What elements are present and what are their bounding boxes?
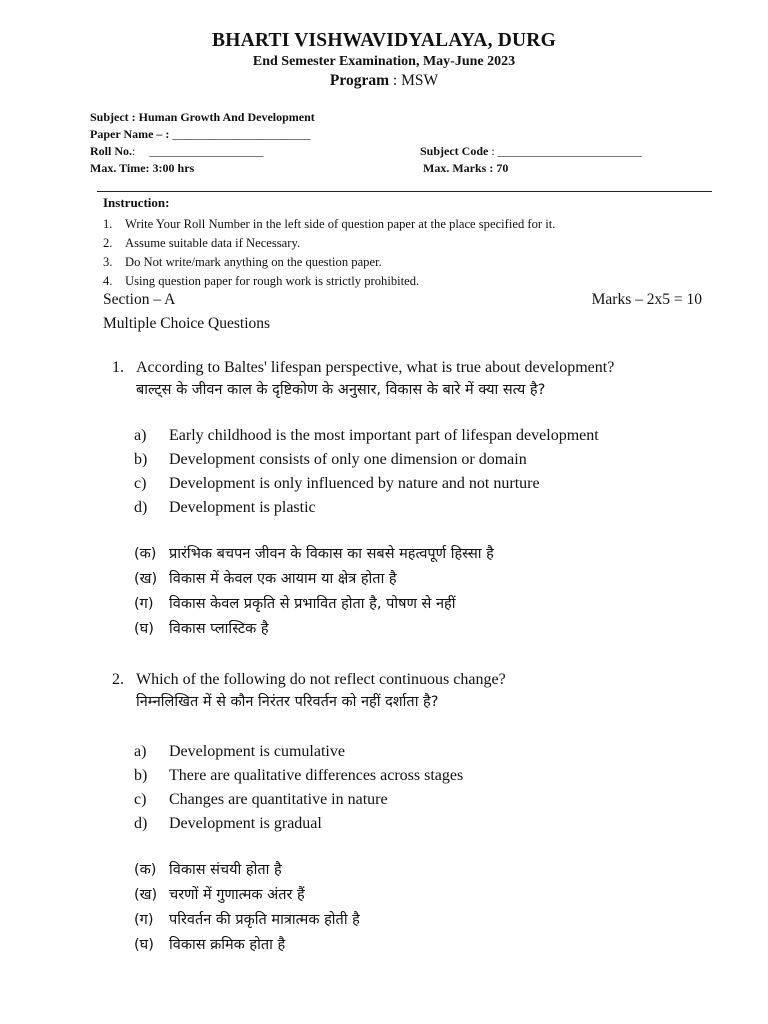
- option-c: [134, 788, 463, 812]
- option-label: (क): [134, 862, 157, 878]
- question-1: [112, 356, 614, 402]
- paper-name-label: Paper Name – :: [90, 127, 173, 141]
- option-text: Development is gradual: [169, 815, 322, 832]
- question-text-hi: निम्नलिखित में से कौन निरंतर परिवर्तन को नहीं दर्शाता है?: [136, 694, 439, 710]
- paper-name-line: [90, 127, 310, 142]
- option-label: b): [134, 767, 148, 784]
- option-label: (घ): [134, 937, 154, 953]
- options-en-q2: [134, 740, 463, 836]
- roll-no-sep: :: [132, 144, 136, 158]
- question-2: [112, 668, 506, 714]
- option-a: [134, 740, 463, 764]
- option-text: Changes are quantitative in nature: [169, 791, 388, 808]
- option-text: विकास केवल प्रकृति से प्रभावित होता है, पोषण से नहीं: [169, 596, 456, 612]
- option-label: a): [134, 743, 147, 760]
- option-gha: [134, 617, 494, 642]
- options-hi-q2: [134, 858, 360, 958]
- option-b: [134, 764, 463, 788]
- section-marks: Marks – 2x5 = 10: [591, 291, 702, 308]
- option-label: (ग): [134, 596, 154, 612]
- option-label: (घ): [134, 621, 154, 637]
- option-text: विकास प्लास्टिक है: [169, 621, 269, 637]
- roll-no-blank: ___________________: [149, 144, 264, 158]
- option-a: [134, 424, 599, 448]
- instruction-item: [103, 253, 555, 272]
- program-sep: :: [389, 72, 402, 89]
- roll-no-line: [90, 144, 263, 159]
- instruction-item: [103, 272, 555, 291]
- option-ka: [134, 858, 360, 883]
- subject-code-blank: ________________________: [497, 144, 642, 158]
- question-number: 1.: [112, 359, 124, 376]
- instruction-text: Assume suitable data if Necessary.: [125, 236, 301, 250]
- exam-title: End Semester Examination, May-June 2023: [252, 54, 516, 69]
- option-text: Early childhood is the most important part of lifespan development: [169, 427, 599, 444]
- instruction-text: Write Your Roll Number in the left side of question paper at the place specified for it.: [125, 217, 556, 231]
- subject-code-label: Subject Code: [420, 144, 489, 158]
- option-d: [134, 812, 463, 836]
- max-marks: Max. Marks : 70: [423, 161, 509, 175]
- subject-code-sep: :: [488, 144, 498, 158]
- option-label: (ग): [134, 912, 154, 928]
- option-c: [134, 472, 599, 496]
- options-hi-q1: [134, 542, 494, 642]
- roll-no-label: Roll No.: [90, 144, 132, 158]
- option-text: विकास में केवल एक आयाम या क्षेत्र होता है: [169, 571, 397, 587]
- option-ga: [134, 908, 360, 933]
- options-en-q1: [134, 424, 599, 520]
- option-text: Development is cumulative: [169, 743, 345, 760]
- option-text: विकास संचयी होता है: [169, 862, 282, 878]
- university-title: BHARTI VISHWAVIDYALAYA, DURG: [212, 30, 556, 51]
- question-en: Which of the following do not reflect continuous change?: [136, 671, 506, 688]
- option-label: (ख): [134, 571, 158, 587]
- option-text: चरणों में गुणात्मक अंतर हैं: [169, 887, 305, 903]
- option-label: c): [134, 791, 147, 808]
- option-text: Development is only influenced by nature and not nurture: [169, 475, 540, 492]
- instruction-num: 4.: [103, 274, 113, 288]
- option-label: a): [134, 427, 147, 444]
- question-text-hi: बाल्ट्स के जीवन काल के दृष्टिकोण के अनुसार, विकास के बारे में क्या सत्य है?: [136, 382, 546, 398]
- option-ga: [134, 592, 494, 617]
- program-value: MSW: [401, 72, 439, 89]
- option-d: [134, 496, 599, 520]
- option-kha: [134, 883, 360, 908]
- option-label: (ख): [134, 887, 158, 903]
- option-label: (क): [134, 546, 157, 562]
- option-label: d): [134, 815, 148, 832]
- option-text: Development is plastic: [169, 499, 316, 516]
- paper-name-blank: _______________________: [172, 127, 311, 141]
- question-number: 2.: [112, 671, 124, 688]
- question-text-en: [112, 668, 506, 691]
- instructions-list: [103, 215, 555, 291]
- instruction-num: 2.: [103, 236, 113, 250]
- instruction-text: Do Not write/mark anything on the question paper.: [125, 255, 382, 269]
- option-ka: [134, 542, 494, 567]
- subject-line: Subject : Human Growth And Development: [90, 110, 315, 124]
- instructions-title: Instruction:: [103, 195, 170, 210]
- option-text: विकास क्रमिक होता है: [169, 937, 286, 953]
- option-label: b): [134, 451, 148, 468]
- section-name: Section – A: [103, 291, 176, 308]
- option-kha: [134, 567, 494, 592]
- instruction-item: [103, 215, 555, 234]
- option-label: c): [134, 475, 147, 492]
- option-text: प्रारंभिक बचपन जीवन के विकास का सबसे महत्वपूर्ण हिस्सा है: [169, 546, 494, 562]
- program-label: Program: [329, 72, 389, 89]
- subject-code-line: [420, 144, 642, 159]
- instruction-text: Using question paper for rough work is strictly prohibited.: [125, 274, 420, 288]
- max-time: Max. Time: 3:00 hrs: [90, 161, 195, 175]
- option-text: परिवर्तन की प्रकृति मात्रात्मक होती है: [169, 912, 360, 928]
- instruction-num: 3.: [103, 255, 113, 269]
- divider: [97, 191, 712, 192]
- instruction-item: [103, 234, 555, 253]
- question-en: According to Baltes' lifespan perspective, what is true about development?: [136, 359, 615, 376]
- question-text-en: [112, 356, 614, 379]
- option-gha: [134, 933, 360, 958]
- program-line: [0, 72, 768, 90]
- option-text: Development consists of only one dimension or domain: [169, 451, 527, 468]
- instruction-num: 1.: [103, 217, 113, 231]
- option-b: [134, 448, 599, 472]
- section-type: Multiple Choice Questions: [103, 315, 271, 332]
- option-text: There are qualitative differences across stages: [169, 767, 464, 784]
- option-label: d): [134, 499, 148, 516]
